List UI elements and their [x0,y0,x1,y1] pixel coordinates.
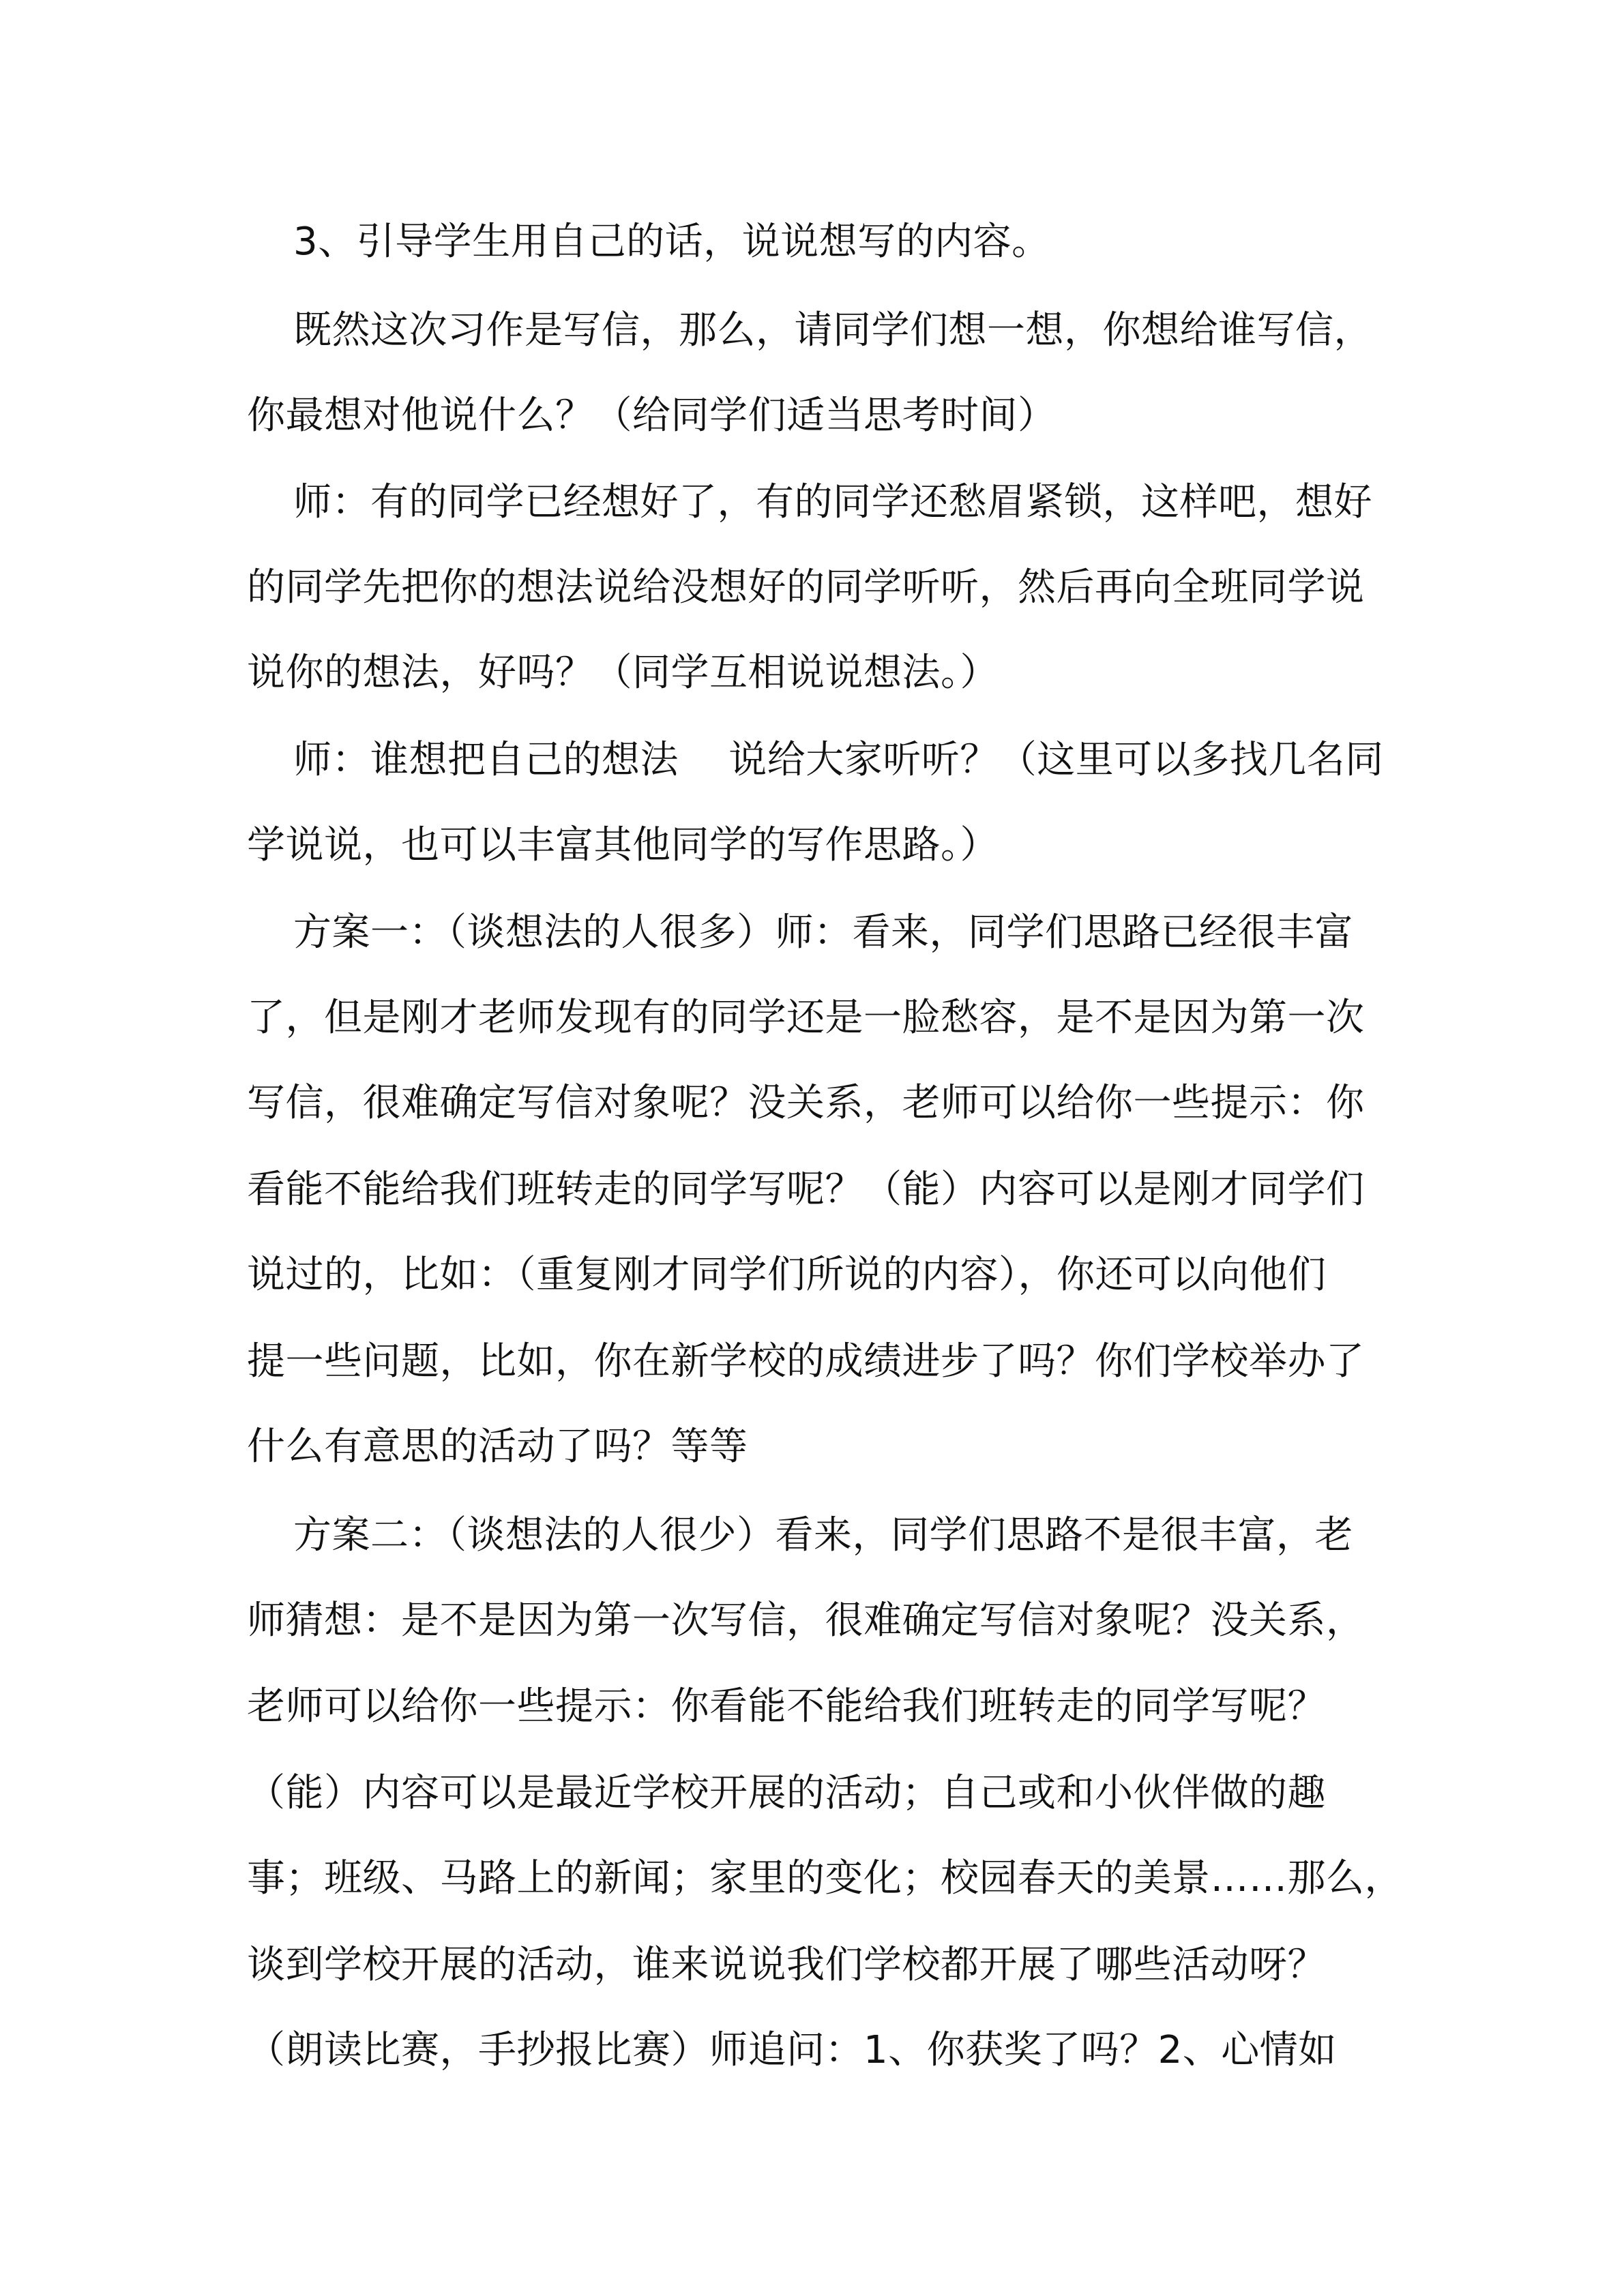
paragraph-heading: 3、引导学生用自己的话，说说想写的内容。 [293,220,1050,264]
paragraph-line: 方案二：（谈想法的人很少）看来，同学们思路不是很丰富，老 [293,1513,1353,1557]
paragraph-line: 师：有的同学已经想好了，有的同学还愁眉紧锁，这样吧，想好 [293,480,1372,524]
paragraph-line: 老师可以给你一些提示：你看能不能给我们班转走的同学写呢？ [247,1684,1326,1729]
paragraph-line: （朗读比赛，手抄报比赛）师追问：1、你获奖了吗？2、心情如 [247,2028,1337,2072]
paragraph-line: 事；班级、马路上的新闻；家里的变化；校园春天的美景……那么， [247,1856,1403,1900]
paragraph-line: 学说说，也可以丰富其他同学的写作思路。） [247,823,999,867]
paragraph-line: 师猜想：是不是因为第一次写信，很难确定写信对象呢？没关系， [247,1598,1365,1643]
paragraph-line: 说过的，比如：（重复刚才同学们所说的内容），你还可以向他们 [247,1253,1327,1297]
paragraph-line: 什么有意思的活动了吗？等等 [247,1425,748,1469]
paragraph-line: 了，但是刚才老师发现有的同学还是一脸愁容，是不是因为第一次 [247,996,1365,1040]
paragraph-line: 师：谁想把自己的想法 说给大家听听？（这里可以多找几名同 [293,738,1384,782]
paragraph-line: 提一些问题，比如，你在新学校的成绩进步了吗？你们学校举办了 [247,1339,1365,1384]
paragraph-line: 的同学先把你的想法说给没想好的同学听听，然后再向全班同学说 [247,565,1365,610]
paragraph-line: 你最想对他说什么？（给同学们适当思考时间） [247,393,1057,438]
paragraph-line: 看能不能给我们班转走的同学写呢？（能）内容可以是刚才同学们 [247,1167,1365,1212]
paragraph-line: （能）内容可以是最近学校开展的活动；自己或和小伙伴做的趣 [247,1771,1326,1815]
paragraph-line: 方案一：（谈想法的人很多）师：看来，同学们思路已经很丰富 [293,910,1353,955]
paragraph-line: 既然这次习作是写信，那么，请同学们想一想，你想给谁写信， [293,308,1372,353]
paragraph-line: 写信，很难确定写信对象呢？没关系，老师可以给你一些提示：你 [247,1081,1365,1125]
paragraph-line: 谈到学校开展的活动，谁来说说我们学校都开展了哪些活动呀？ [247,1943,1326,1987]
paragraph-line: 说你的想法，好吗？（同学互相说说想法。） [247,651,999,695]
